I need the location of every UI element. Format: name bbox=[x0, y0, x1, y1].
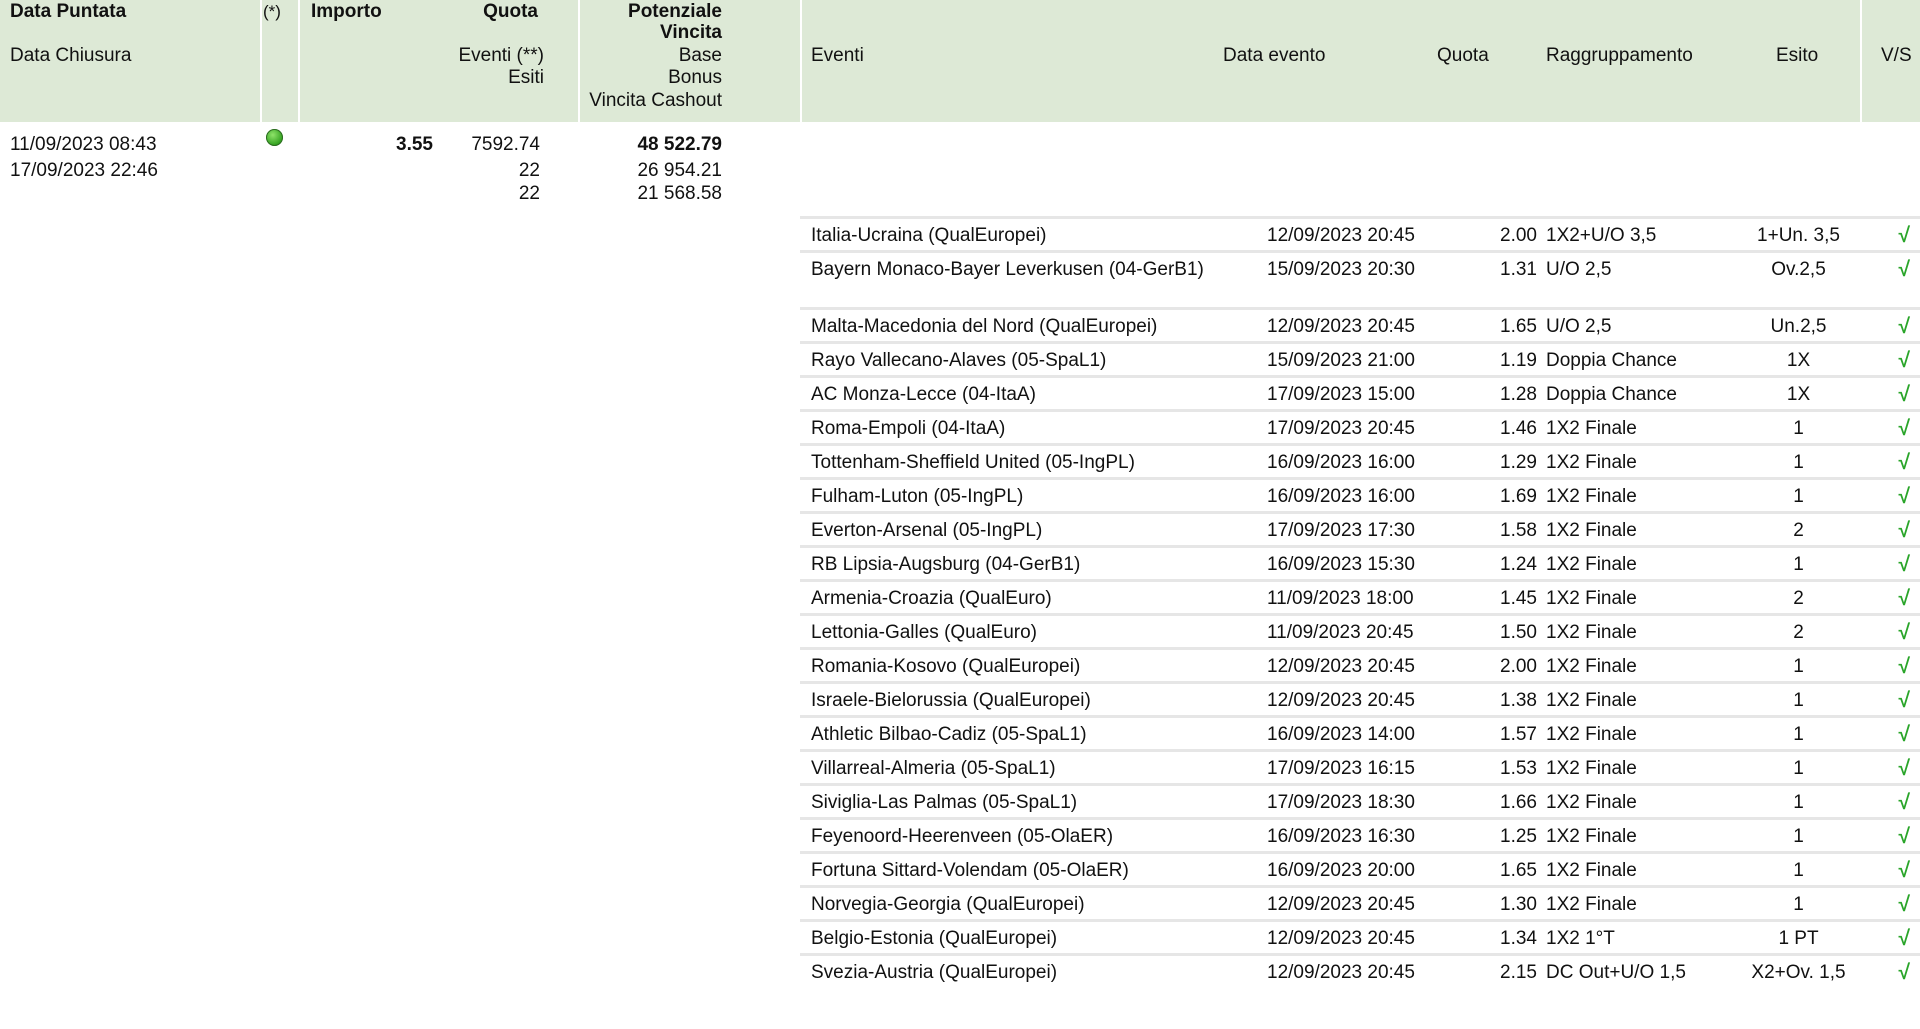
event-raggruppamento: U/O 2,5 bbox=[1546, 259, 1612, 280]
check-icon: √ bbox=[1898, 258, 1910, 281]
bet-data-chiusura: 17/09/2023 22:46 bbox=[10, 160, 158, 181]
event-esito: 2 bbox=[1793, 588, 1804, 609]
table-row bbox=[800, 511, 1920, 545]
header-quota-evento: Quota bbox=[1437, 45, 1489, 66]
table-row bbox=[800, 749, 1920, 783]
event-name: Italia-Ucraina (QualEuropei) bbox=[811, 225, 1047, 246]
event-esito: 1+Un. 3,5 bbox=[1757, 225, 1840, 246]
event-quota: 1.45 bbox=[1500, 588, 1537, 609]
event-quota: 1.65 bbox=[1500, 316, 1537, 337]
table-row bbox=[800, 613, 1920, 647]
table-row bbox=[800, 341, 1920, 375]
event-raggruppamento: DC Out+U/O 1,5 bbox=[1546, 962, 1686, 983]
check-icon: √ bbox=[1898, 757, 1910, 780]
table-row bbox=[800, 409, 1920, 443]
event-raggruppamento: 1X2 Finale bbox=[1546, 690, 1637, 711]
event-date: 16/09/2023 16:00 bbox=[1267, 486, 1415, 507]
check-icon: √ bbox=[1898, 655, 1910, 678]
event-raggruppamento: 1X2 Finale bbox=[1546, 792, 1637, 813]
table-row bbox=[800, 216, 1920, 250]
event-raggruppamento: 1X2 Finale bbox=[1546, 656, 1637, 677]
event-quota: 2.15 bbox=[1500, 962, 1537, 983]
event-raggruppamento: Doppia Chance bbox=[1546, 384, 1677, 405]
column-separator bbox=[260, 0, 262, 122]
event-date: 12/09/2023 20:45 bbox=[1267, 928, 1415, 949]
event-date: 17/09/2023 18:30 bbox=[1267, 792, 1415, 813]
table-row bbox=[800, 579, 1920, 613]
event-esito: 1X bbox=[1786, 350, 1811, 371]
table-row bbox=[800, 953, 1920, 987]
check-icon: √ bbox=[1898, 224, 1910, 247]
event-date: 12/09/2023 20:45 bbox=[1267, 316, 1415, 337]
event-name: RB Lipsia-Augsburg (04-GerB1) bbox=[811, 554, 1081, 575]
event-esito: Ov.2,5 bbox=[1771, 259, 1826, 280]
event-esito: 1 bbox=[1793, 894, 1804, 915]
table-row bbox=[800, 477, 1920, 511]
event-quota: 1.69 bbox=[1500, 486, 1537, 507]
event-raggruppamento: 1X2 Finale bbox=[1546, 520, 1637, 541]
event-raggruppamento: 1X2 Finale bbox=[1546, 724, 1637, 745]
check-icon: √ bbox=[1898, 791, 1910, 814]
event-quota: 1.24 bbox=[1500, 554, 1537, 575]
event-esito: 1 bbox=[1793, 452, 1804, 473]
header-esiti: Esiti bbox=[508, 67, 544, 88]
check-icon: √ bbox=[1898, 315, 1910, 338]
header-data-chiusura: Data Chiusura bbox=[10, 45, 132, 66]
event-quota: 1.34 bbox=[1500, 928, 1537, 949]
event-esito: 1 bbox=[1793, 486, 1804, 507]
table-row bbox=[800, 375, 1920, 409]
table-row bbox=[800, 817, 1920, 851]
event-quota: 1.57 bbox=[1500, 724, 1537, 745]
event-name: Armenia-Croazia (QualEuro) bbox=[811, 588, 1052, 609]
header-base: Base bbox=[678, 45, 722, 66]
check-icon: √ bbox=[1898, 383, 1910, 406]
bet-data-puntata: 11/09/2023 08:43 bbox=[10, 134, 157, 155]
table-row bbox=[800, 783, 1920, 817]
event-date: 11/09/2023 18:00 bbox=[1267, 588, 1414, 609]
event-quota: 1.53 bbox=[1500, 758, 1537, 779]
header-vs: V/S bbox=[1881, 45, 1912, 66]
event-quota: 1.28 bbox=[1500, 384, 1537, 405]
event-quota: 1.46 bbox=[1500, 418, 1537, 439]
event-name: Roma-Empoli (04-ItaA) bbox=[811, 418, 1006, 439]
check-icon: √ bbox=[1898, 621, 1910, 644]
header-importo: Importo bbox=[311, 1, 382, 22]
event-quota: 1.30 bbox=[1500, 894, 1537, 915]
event-date: 17/09/2023 15:00 bbox=[1267, 384, 1415, 405]
event-esito: 1 bbox=[1793, 860, 1804, 881]
event-date: 17/09/2023 20:45 bbox=[1267, 418, 1415, 439]
event-esito: 1 bbox=[1793, 826, 1804, 847]
event-name: Fulham-Luton (05-IngPL) bbox=[811, 486, 1024, 507]
event-name: Villarreal-Almeria (05-SpaL1) bbox=[811, 758, 1056, 779]
status-dot-icon bbox=[266, 129, 283, 146]
event-date: 15/09/2023 21:00 bbox=[1267, 350, 1415, 371]
header-raggruppamento: Raggruppamento bbox=[1546, 45, 1693, 66]
table-row bbox=[800, 919, 1920, 953]
event-esito: 2 bbox=[1793, 520, 1804, 541]
bet-base: 26 954.21 bbox=[637, 160, 722, 181]
event-date: 16/09/2023 20:00 bbox=[1267, 860, 1415, 881]
event-name: Fortuna Sittard-Volendam (05-OlaER) bbox=[811, 860, 1129, 881]
event-raggruppamento: 1X2 Finale bbox=[1546, 622, 1637, 643]
event-quota: 1.25 bbox=[1500, 826, 1537, 847]
check-icon: √ bbox=[1898, 417, 1910, 440]
check-icon: √ bbox=[1898, 893, 1910, 916]
event-quota: 2.00 bbox=[1500, 656, 1537, 677]
event-date: 16/09/2023 16:30 bbox=[1267, 826, 1415, 847]
event-esito: 1 bbox=[1793, 758, 1804, 779]
event-name: Israele-Bielorussia (QualEuropei) bbox=[811, 690, 1091, 711]
event-name: Tottenham-Sheffield United (05-IngPL) bbox=[811, 452, 1135, 473]
event-raggruppamento: 1X2 1°T bbox=[1546, 928, 1615, 949]
event-name: Malta-Macedonia del Nord (QualEuropei) bbox=[811, 316, 1158, 337]
event-name: Rayo Vallecano-Alaves (05-SpaL1) bbox=[811, 350, 1107, 371]
event-quota: 1.65 bbox=[1500, 860, 1537, 881]
table-row bbox=[800, 250, 1920, 307]
event-name: AC Monza-Lecce (04-ItaA) bbox=[811, 384, 1036, 405]
event-esito: Un.2,5 bbox=[1770, 316, 1827, 337]
event-name: Norvegia-Georgia (QualEuropei) bbox=[811, 894, 1085, 915]
event-name: Bayern Monaco-Bayer Leverkusen (04-GerB1) bbox=[811, 259, 1204, 280]
event-date: 15/09/2023 20:30 bbox=[1267, 259, 1415, 280]
event-raggruppamento: 1X2 Finale bbox=[1546, 826, 1637, 847]
header-vincita: Vincita bbox=[660, 22, 722, 43]
event-quota: 2.00 bbox=[1500, 225, 1537, 246]
table-header bbox=[0, 0, 1920, 122]
event-date: 11/09/2023 20:45 bbox=[1267, 622, 1414, 643]
event-raggruppamento: 1X2 Finale bbox=[1546, 554, 1637, 575]
event-raggruppamento: 1X2 Finale bbox=[1546, 894, 1637, 915]
event-esito: 1 bbox=[1793, 418, 1804, 439]
table-row bbox=[800, 715, 1920, 749]
check-icon: √ bbox=[1898, 961, 1910, 984]
event-raggruppamento: 1X2 Finale bbox=[1546, 588, 1637, 609]
event-esito: X2+Ov. 1,5 bbox=[1751, 962, 1846, 983]
header-quota: Quota bbox=[483, 1, 538, 22]
bet-importo: 3.55 bbox=[396, 134, 433, 155]
event-name: Belgio-Estonia (QualEuropei) bbox=[811, 928, 1058, 949]
event-quota: 1.31 bbox=[1500, 259, 1537, 280]
event-raggruppamento: U/O 2,5 bbox=[1546, 316, 1612, 337]
check-icon: √ bbox=[1898, 485, 1910, 508]
check-icon: √ bbox=[1898, 553, 1910, 576]
event-quota: 1.38 bbox=[1500, 690, 1537, 711]
table-row bbox=[800, 307, 1920, 341]
event-name: Athletic Bilbao-Cadiz (05-SpaL1) bbox=[811, 724, 1087, 745]
table-row bbox=[800, 647, 1920, 681]
event-name: Svezia-Austria (QualEuropei) bbox=[811, 962, 1058, 983]
check-icon: √ bbox=[1898, 451, 1910, 474]
event-quota: 1.29 bbox=[1500, 452, 1537, 473]
event-date: 12/09/2023 20:45 bbox=[1267, 894, 1415, 915]
event-quota: 1.19 bbox=[1500, 350, 1537, 371]
table-row bbox=[800, 851, 1920, 885]
event-raggruppamento: 1X2 Finale bbox=[1546, 486, 1637, 507]
event-esito: 2 bbox=[1793, 622, 1804, 643]
header-data-evento: Data evento bbox=[1223, 45, 1326, 66]
header-eventi-count: Eventi (**) bbox=[458, 45, 544, 66]
header-potenziale: Potenziale bbox=[628, 1, 722, 22]
event-quota: 1.66 bbox=[1500, 792, 1537, 813]
bet-esiti-count: 22 bbox=[518, 183, 540, 204]
events-table bbox=[800, 216, 1920, 987]
table-row bbox=[800, 681, 1920, 715]
check-icon: √ bbox=[1898, 927, 1910, 950]
event-date: 12/09/2023 20:45 bbox=[1267, 225, 1415, 246]
event-esito: 1 bbox=[1793, 690, 1804, 711]
event-quota: 1.58 bbox=[1500, 520, 1537, 541]
event-esito: 1X bbox=[1786, 384, 1811, 405]
event-date: 16/09/2023 16:00 bbox=[1267, 452, 1415, 473]
table-row bbox=[800, 885, 1920, 919]
event-raggruppamento: Doppia Chance bbox=[1546, 350, 1677, 371]
check-icon: √ bbox=[1898, 825, 1910, 848]
event-esito: 1 bbox=[1793, 554, 1804, 575]
bet-eventi-count: 22 bbox=[518, 160, 540, 181]
event-date: 16/09/2023 14:00 bbox=[1267, 724, 1415, 745]
event-date: 17/09/2023 17:30 bbox=[1267, 520, 1415, 541]
column-separator bbox=[1860, 0, 1862, 122]
event-date: 12/09/2023 20:45 bbox=[1267, 962, 1415, 983]
event-name: Siviglia-Las Palmas (05-SpaL1) bbox=[811, 792, 1078, 813]
check-icon: √ bbox=[1898, 587, 1910, 610]
event-raggruppamento: 1X2 Finale bbox=[1546, 418, 1637, 439]
bet-bonus: 21 568.58 bbox=[637, 183, 722, 204]
event-quota: 1.50 bbox=[1500, 622, 1537, 643]
check-icon: √ bbox=[1898, 519, 1910, 542]
event-raggruppamento: 1X2 Finale bbox=[1546, 452, 1637, 473]
event-date: 17/09/2023 16:15 bbox=[1267, 758, 1415, 779]
event-date: 12/09/2023 20:45 bbox=[1267, 656, 1415, 677]
column-separator bbox=[800, 0, 802, 122]
header-data-puntata: Data Puntata bbox=[10, 1, 127, 22]
column-separator bbox=[298, 0, 300, 122]
header-eventi: Eventi bbox=[811, 45, 864, 66]
event-esito: 1 bbox=[1793, 792, 1804, 813]
bet-quota: 7592.74 bbox=[471, 134, 540, 155]
event-date: 16/09/2023 15:30 bbox=[1267, 554, 1415, 575]
bet-vincita: 48 522.79 bbox=[637, 134, 722, 155]
event-esito: 1 PT bbox=[1778, 928, 1819, 949]
header-vincita-cashout: Vincita Cashout bbox=[589, 90, 722, 111]
event-name: Everton-Arsenal (05-IngPL) bbox=[811, 520, 1043, 541]
event-date: 12/09/2023 20:45 bbox=[1267, 690, 1415, 711]
check-icon: √ bbox=[1898, 723, 1910, 746]
check-icon: √ bbox=[1898, 689, 1910, 712]
header-bonus: Bonus bbox=[668, 67, 722, 88]
event-raggruppamento: 1X2 Finale bbox=[1546, 758, 1637, 779]
event-name: Romania-Kosovo (QualEuropei) bbox=[811, 656, 1081, 677]
table-row bbox=[800, 545, 1920, 579]
event-raggruppamento: 1X2+U/O 3,5 bbox=[1546, 225, 1657, 246]
header-status: (*) bbox=[263, 2, 281, 21]
event-esito: 1 bbox=[1793, 656, 1804, 677]
event-name: Lettonia-Galles (QualEuro) bbox=[811, 622, 1037, 643]
table-row bbox=[800, 443, 1920, 477]
event-esito: 1 bbox=[1793, 724, 1804, 745]
event-name: Feyenoord-Heerenveen (05-OlaER) bbox=[811, 826, 1114, 847]
check-icon: √ bbox=[1898, 859, 1910, 882]
header-esito: Esito bbox=[1776, 45, 1819, 66]
check-icon: √ bbox=[1898, 349, 1910, 372]
event-raggruppamento: 1X2 Finale bbox=[1546, 860, 1637, 881]
